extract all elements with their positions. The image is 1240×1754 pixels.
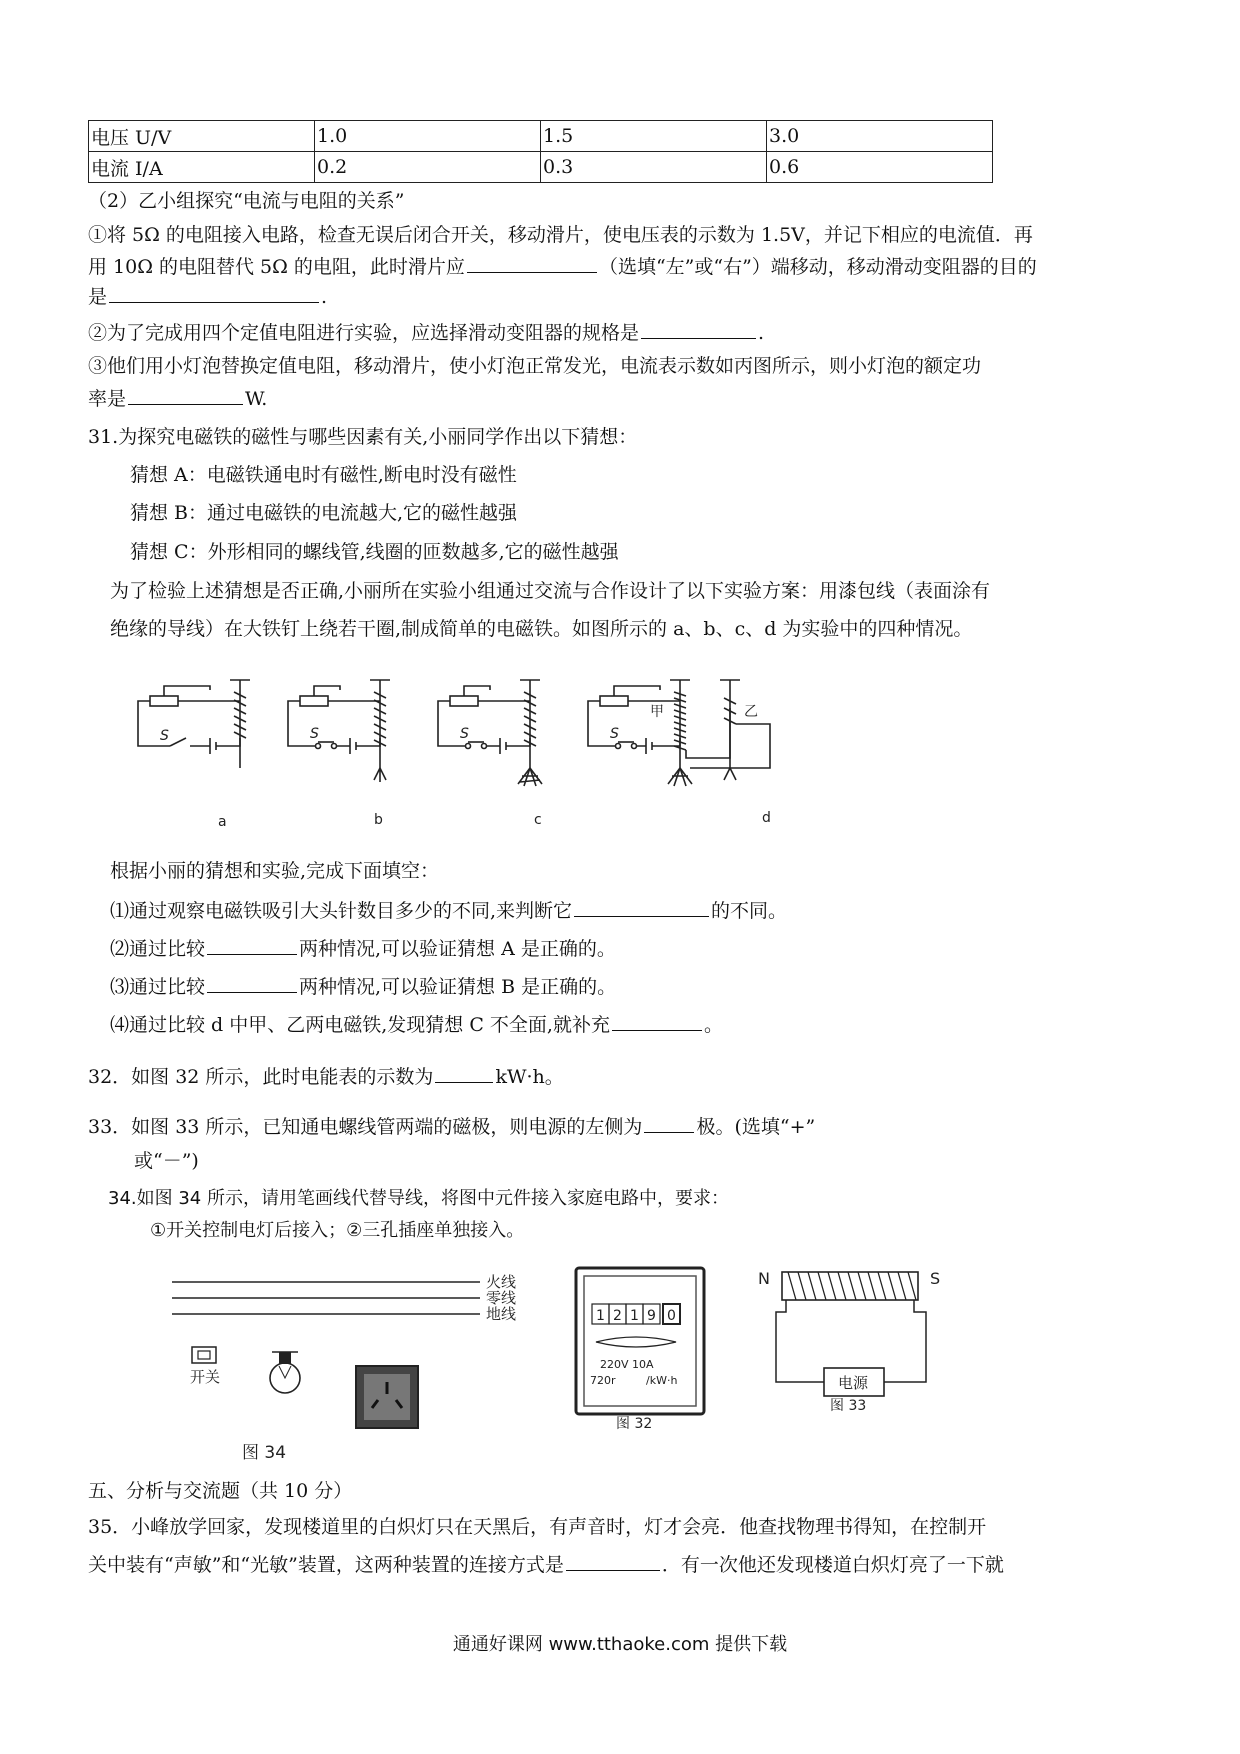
q30-step1-line1: ①将 5Ω 的电阻接入电路，检查无误后闭合开关，移动滑片，使电压表的示数为 1.5V，并记下相应的电流值．再 (88, 224, 1033, 246)
q35-text: 关中装有“声敏”和“光敏”装置，这两种装置的连接方式是 (88, 1554, 564, 1576)
figure-label-a: a (218, 814, 227, 830)
household-circuit-figure (160, 1262, 560, 1462)
q31-fill-text: 。 (703, 1014, 723, 1036)
meter-digit: 1 (596, 1308, 605, 1324)
q31-guess-c: 猜想 C：外形相同的螺线管,线圈的匝数越多,它的磁性越强 (130, 541, 619, 563)
meter-digit: 1 (630, 1308, 639, 1324)
q30-step1-text: 是 (88, 286, 108, 308)
circuit-b (288, 680, 390, 782)
q34-line1: 34.如图 34 所示，请用笔画线代替导线，将图中元件接入家庭电路中，要求： (108, 1188, 729, 1209)
q30-step1-line3 (88, 282, 327, 310)
switch-label-d: S (610, 726, 619, 742)
q35-line1: 35．小峰放学回家，发现楼道里的白炽灯只在天黑后，有声音时，灯才会亮．他查找物理书得知，在控制开 (88, 1516, 987, 1538)
lamp-icon[interactable] (270, 1352, 300, 1393)
answer-blank-slider-direction[interactable] (467, 252, 597, 273)
q33-line1 (88, 1112, 815, 1140)
q32-unit: kW·h。 (495, 1066, 564, 1088)
q31-fill-text: 两种情况,可以验证猜想 B 是正确的。 (299, 976, 617, 998)
q34-line2: ①开关控制电灯后接入；②三孔插座单独接入。 (150, 1220, 525, 1241)
south-pole-label: S (930, 1269, 941, 1288)
figure-label-c: c (534, 812, 542, 828)
figure-label-d: d (762, 810, 771, 826)
q31-fill-text: ⑷通过比较 d 中甲、乙两电磁铁,发现猜想 C 不全面,就补充 (110, 1014, 610, 1036)
q33-line2: 或“－”) (134, 1150, 199, 1172)
power-source-label: 电源 (838, 1374, 869, 1392)
q32-text: 32．如图 32 所示，此时电能表的示数为 (88, 1066, 434, 1088)
meter-spec-unit: /kW·h (646, 1374, 678, 1387)
switch-label-a: S (160, 728, 169, 744)
table-row (89, 152, 993, 183)
q30-step3-line2 (88, 384, 267, 412)
figure-32-caption: 图 32 (616, 1416, 653, 1432)
answer-blank-rated-power[interactable] (128, 384, 243, 405)
voltage-current-table (88, 120, 993, 183)
page-footer: 通通好课网 www.tthaoke.com 提供下载 (452, 1634, 788, 1655)
table-cell: 0.2 (315, 152, 541, 183)
q31-plan-line1: 为了检验上述猜想是否正确,小丽所在实验小组通过交流与合作设计了以下实验方案：用漆包线（表面涂有 (110, 580, 991, 602)
rheostat (150, 696, 178, 706)
q30-step1-line2 (88, 252, 1037, 280)
live-wire-label: 火线 (486, 1273, 517, 1291)
answer-blank-compare-a[interactable] (207, 934, 297, 955)
electromagnet-jia-label: 甲 (650, 704, 664, 720)
q30-step2-text: . (758, 322, 765, 344)
circuit-a (138, 680, 250, 768)
q35-line2 (88, 1550, 1004, 1578)
q30-step3-text: 率是 (88, 388, 127, 410)
q33-text: 33．如图 33 所示，已知通电螺线管两端的磁极，则电源的左侧为 (88, 1116, 643, 1138)
switch-label-b: S (310, 726, 319, 742)
q30-step1-text: 用 10Ω 的电阻替代 5Ω 的电阻，此时滑片应 (88, 256, 465, 278)
q31-fill-text: ⑵通过比较 (110, 938, 206, 960)
table-cell: 1.0 (315, 121, 541, 152)
figure-33-caption: 图 33 (830, 1398, 867, 1412)
table-cell: 3.0 (767, 121, 993, 152)
q31-fill-text: 的不同。 (711, 900, 788, 922)
electric-meter-figure (570, 1262, 710, 1432)
q31-fill-text: 两种情况,可以验证猜想 A 是正确的。 (299, 938, 616, 960)
answer-blank-rheostat-spec[interactable] (641, 318, 756, 339)
q31-guess-b: 猜想 B：通过电磁铁的电流越大,它的磁性越强 (130, 502, 518, 524)
q32 (88, 1062, 564, 1090)
section-5-title: 五、分析与交流题（共 10 分） (88, 1480, 353, 1502)
switch-label: 开关 (190, 1368, 221, 1386)
three-hole-socket-icon[interactable] (356, 1366, 418, 1428)
meter-spec-rating: 220V 10A (600, 1358, 654, 1371)
q31-fill-2 (110, 934, 616, 962)
q31-guess-a: 猜想 A：电磁铁通电时有磁性,断电时没有磁性 (130, 464, 517, 486)
answer-blank-pole[interactable] (644, 1112, 694, 1133)
electromagnet-figure (130, 668, 890, 838)
table-cell: 1.5 (541, 121, 767, 152)
table-cell: 电压 U/V (89, 121, 315, 152)
q31-fill-1 (110, 896, 787, 924)
answer-blank-supplement[interactable] (612, 1010, 702, 1031)
figure-34-caption: 图 34 (242, 1443, 287, 1462)
table-cell: 0.3 (541, 152, 767, 183)
switch-label-c: S (460, 726, 469, 742)
q30-step2-text: ②为了完成用四个定值电阻进行实验，应选择滑动变阻器的规格是 (88, 322, 640, 344)
answer-blank-meter-reading[interactable] (435, 1062, 493, 1083)
north-pole-label: N (758, 1269, 770, 1288)
circuit-c (438, 680, 542, 786)
figure-label-b: b (374, 812, 383, 828)
q30-step3-text: W. (245, 388, 268, 410)
meter-spec-revolutions: 720r (590, 1374, 616, 1387)
q30-step2 (88, 318, 764, 346)
ground-wire-label: 地线 (486, 1305, 517, 1323)
q31-fill-text: ⑴通过观察电磁铁吸引大头针数目多少的不同,来判断它 (110, 900, 573, 922)
q30-step1-text: . (321, 286, 328, 308)
q35-text: ．有一次他还发现楼道白炽灯亮了一下就 (661, 1554, 1004, 1576)
q31-plan-line2: 绝缘的导线）在大铁钉上绕若干圈,制成简单的电磁铁。如图所示的 a、b、c、d 为实验中的四种情况。 (110, 618, 973, 640)
meter-digit: 2 (613, 1308, 622, 1324)
q31-fill-title: 根据小丽的猜想和实验,完成下面填空： (110, 860, 440, 882)
table-cell: 电流 I/A (89, 152, 315, 183)
q31-intro: 31.为探究电磁铁的磁性与哪些因素有关,小丽同学作出以下猜想： (88, 426, 638, 448)
neutral-wire-label: 零线 (486, 1289, 517, 1307)
q30-step3-line1: ③他们用小灯泡替换定值电阻，移动滑片，使小灯泡正常发光，电流表示数如丙图所示，则小灯泡的额定功 (88, 355, 982, 377)
table-row (89, 121, 993, 152)
meter-digit-decimal: 0 (667, 1308, 676, 1324)
q31-fill-4 (110, 1010, 723, 1038)
electromagnet-yi-label: 乙 (744, 704, 758, 720)
q30-part2-title: （2）乙小组探究“电流与电阻的关系” (88, 190, 405, 212)
q31-fill-text: ⑶通过比较 (110, 976, 206, 998)
answer-blank-magnetism[interactable] (574, 896, 709, 917)
q31-fill-3 (110, 972, 616, 1000)
answer-blank-purpose[interactable] (109, 282, 319, 303)
answer-blank-compare-b[interactable] (207, 972, 297, 993)
table-cell: 0.6 (767, 152, 993, 183)
q30-step1-text: （选填“左”或“右”）端移动，移动滑动变阻器的目的 (598, 256, 1037, 278)
q33-text: 极。(选填“+” (696, 1116, 816, 1138)
answer-blank-connection[interactable] (566, 1550, 660, 1571)
solenoid-figure (752, 1262, 962, 1412)
meter-digit: 9 (647, 1308, 656, 1324)
switch-icon[interactable] (192, 1347, 216, 1363)
